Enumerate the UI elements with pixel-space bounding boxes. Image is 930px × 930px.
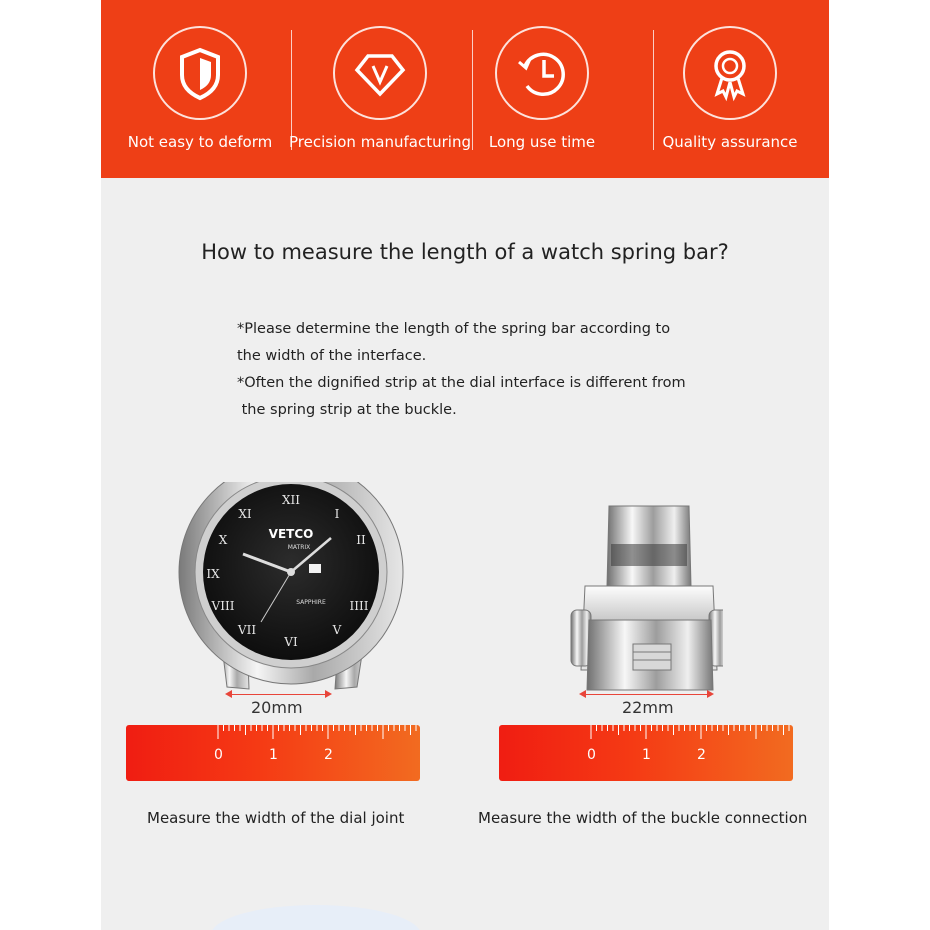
buckle-ruler <box>499 725 793 781</box>
page-title: How to measure the length of a watch spring bar? <box>201 240 729 264</box>
clock-icon <box>495 26 589 120</box>
note-line: the width of the interface. <box>237 348 427 364</box>
watch-sub-brand: MATRIX <box>287 544 311 551</box>
feature-label: Long use time <box>488 133 596 151</box>
decorative-arc <box>211 905 421 930</box>
buckle-caption: Measure the width of the buckle connection <box>478 809 808 827</box>
ruler-number: 2 <box>697 747 706 763</box>
svg-text:V: V <box>332 623 342 637</box>
svg-text:XI: XI <box>238 507 252 521</box>
watch-caption: Measure the width of the dial joint <box>147 809 405 827</box>
instruction-notes <box>237 316 737 424</box>
feature-label: Not easy to deform <box>127 133 273 151</box>
award-ribbon-icon <box>683 26 777 120</box>
ruler-number: 1 <box>269 747 278 763</box>
buckle-image <box>563 500 723 700</box>
product-panel <box>101 0 829 930</box>
watch-brand: VETCO <box>268 527 314 541</box>
feature-quality-assurance <box>639 0 821 178</box>
note-line: *Often the dignified strip at the dial interface is different from <box>237 375 686 391</box>
shield-icon <box>153 26 247 120</box>
svg-text:I: I <box>334 507 340 521</box>
ruler-number: 0 <box>587 747 596 763</box>
watch-image <box>161 482 411 694</box>
svg-text:VII: VII <box>237 623 257 637</box>
feature-long-use-time <box>451 0 633 178</box>
svg-text:IX: IX <box>206 567 220 581</box>
svg-text:XII: XII <box>281 493 301 507</box>
ruler-number: 0 <box>214 747 223 763</box>
diamond-icon <box>333 26 427 120</box>
features-banner <box>101 0 829 178</box>
watch-ruler <box>126 725 420 781</box>
measure-line <box>585 694 707 695</box>
watch-width-value: 20mm <box>251 698 303 717</box>
watch-sapphire-label: SAPPHIRE <box>296 599 326 606</box>
buckle-width-value: 22mm <box>622 698 674 717</box>
measure-line <box>231 694 325 695</box>
svg-text:VI: VI <box>284 635 298 649</box>
feature-label: Precision manufacturing <box>289 133 471 151</box>
note-line: the spring strip at the buckle. <box>237 402 457 418</box>
arrow-right-icon <box>707 690 714 698</box>
feature-label: Quality assurance <box>662 133 798 151</box>
svg-text:X: X <box>218 533 228 547</box>
svg-text:VIII: VIII <box>211 599 235 613</box>
arrow-right-icon <box>325 690 332 698</box>
ruler-number: 2 <box>324 747 333 763</box>
note-line: *Please determine the length of the spring bar according to <box>237 321 671 337</box>
ruler-number: 1 <box>642 747 651 763</box>
svg-text:II: II <box>356 533 366 547</box>
feature-precision-manufacturing <box>289 0 471 178</box>
svg-text:IIII: IIII <box>349 599 369 613</box>
feature-not-easy-to-deform <box>109 0 291 178</box>
